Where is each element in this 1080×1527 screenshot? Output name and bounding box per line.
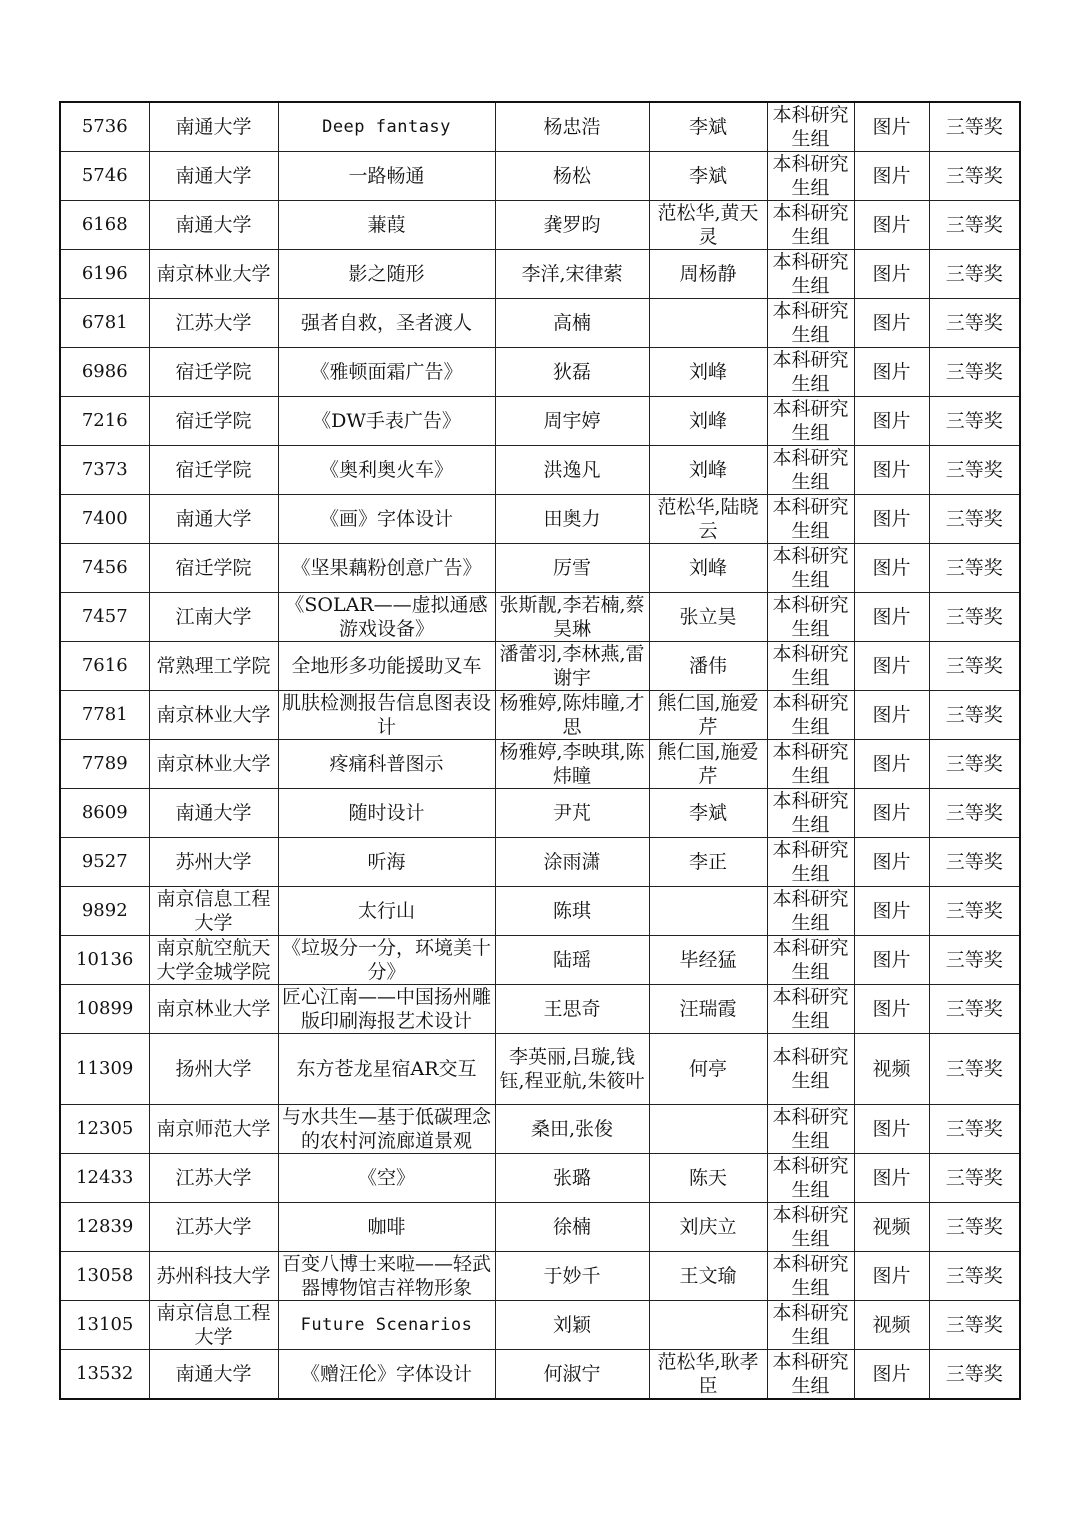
work-type-cell: 图片 <box>854 544 929 593</box>
table-row <box>60 1154 1020 1203</box>
authors-cell: 潘蕾羽,李林燕,雷谢宇 <box>495 642 649 691</box>
work-type-cell: 图片 <box>854 397 929 446</box>
advisor-cell: 李斌 <box>649 152 767 201</box>
advisor-cell: 王文瑜 <box>649 1252 767 1301</box>
work-title-cell: 影之随形 <box>278 250 495 299</box>
advisor-cell: 刘峰 <box>649 446 767 495</box>
school-cell: 南通大学 <box>149 789 278 838</box>
prize-cell: 三等奖 <box>929 838 1020 887</box>
school-cell: 宿迁学院 <box>149 544 278 593</box>
award-id-cell: 10899 <box>60 985 149 1034</box>
prize-cell: 三等奖 <box>929 446 1020 495</box>
group-cell: 本科研究生组 <box>767 740 854 789</box>
table-row <box>60 250 1020 299</box>
table-row <box>60 152 1020 201</box>
authors-cell: 张璐 <box>495 1154 649 1203</box>
prize-cell: 三等奖 <box>929 985 1020 1034</box>
table-row <box>60 691 1020 740</box>
work-title-cell: 《雅顿面霜广告》 <box>278 348 495 397</box>
school-cell: 江苏大学 <box>149 1154 278 1203</box>
group-cell: 本科研究生组 <box>767 250 854 299</box>
work-title-cell: 《垃圾分一分，环境美十分》 <box>278 936 495 985</box>
advisor-cell: 毕经猛 <box>649 936 767 985</box>
prize-cell: 三等奖 <box>929 299 1020 348</box>
advisor-cell: 刘庆立 <box>649 1203 767 1252</box>
prize-cell: 三等奖 <box>929 348 1020 397</box>
prize-cell: 三等奖 <box>929 1034 1020 1105</box>
prize-cell: 三等奖 <box>929 936 1020 985</box>
school-cell: 南通大学 <box>149 201 278 250</box>
group-cell: 本科研究生组 <box>767 887 854 936</box>
advisor-cell: 范松华,耿孝臣 <box>649 1350 767 1400</box>
authors-cell: 王思奇 <box>495 985 649 1034</box>
table-body <box>60 102 1020 1399</box>
work-type-cell: 图片 <box>854 1350 929 1400</box>
award-id-cell: 7616 <box>60 642 149 691</box>
award-id-cell: 7400 <box>60 495 149 544</box>
group-cell: 本科研究生组 <box>767 691 854 740</box>
group-cell: 本科研究生组 <box>767 1301 854 1350</box>
award-id-cell: 7373 <box>60 446 149 495</box>
award-id-cell: 12839 <box>60 1203 149 1252</box>
group-cell: 本科研究生组 <box>767 1154 854 1203</box>
group-cell: 本科研究生组 <box>767 544 854 593</box>
work-title-cell: 强者自救，圣者渡人 <box>278 299 495 348</box>
group-cell: 本科研究生组 <box>767 642 854 691</box>
table-row <box>60 201 1020 250</box>
group-cell: 本科研究生组 <box>767 985 854 1034</box>
school-cell: 南京信息工程大学 <box>149 887 278 936</box>
group-cell: 本科研究生组 <box>767 348 854 397</box>
advisor-cell: 熊仁国,施爱芹 <box>649 740 767 789</box>
prize-cell: 三等奖 <box>929 593 1020 642</box>
school-cell: 南京航空航天大学金城学院 <box>149 936 278 985</box>
award-id-cell: 10136 <box>60 936 149 985</box>
work-type-cell: 图片 <box>854 936 929 985</box>
work-type-cell: 视频 <box>854 1301 929 1350</box>
advisor-cell: 周杨静 <box>649 250 767 299</box>
work-type-cell: 视频 <box>854 1203 929 1252</box>
advisor-cell: 李正 <box>649 838 767 887</box>
table-row <box>60 102 1020 152</box>
prize-cell: 三等奖 <box>929 544 1020 593</box>
award-id-cell: 5746 <box>60 152 149 201</box>
work-type-cell: 图片 <box>854 152 929 201</box>
work-title-cell: 太行山 <box>278 887 495 936</box>
prize-cell: 三等奖 <box>929 740 1020 789</box>
work-title-cell: 《坚果藕粉创意广告》 <box>278 544 495 593</box>
award-id-cell: 13105 <box>60 1301 149 1350</box>
prize-cell: 三等奖 <box>929 1301 1020 1350</box>
work-type-cell: 图片 <box>854 299 929 348</box>
authors-cell: 何淑宁 <box>495 1350 649 1400</box>
authors-cell: 高楠 <box>495 299 649 348</box>
award-id-cell: 13058 <box>60 1252 149 1301</box>
authors-cell: 田奥力 <box>495 495 649 544</box>
prize-cell: 三等奖 <box>929 102 1020 152</box>
school-cell: 南京林业大学 <box>149 691 278 740</box>
work-type-cell: 图片 <box>854 1105 929 1154</box>
authors-cell: 杨松 <box>495 152 649 201</box>
authors-cell: 李英丽,吕璇,钱钰,程亚航,朱筱叶 <box>495 1034 649 1105</box>
school-cell: 南京信息工程大学 <box>149 1301 278 1350</box>
table-row <box>60 348 1020 397</box>
group-cell: 本科研究生组 <box>767 936 854 985</box>
work-title-cell: Deep fantasy <box>278 102 495 152</box>
group-cell: 本科研究生组 <box>767 593 854 642</box>
work-type-cell: 图片 <box>854 789 929 838</box>
group-cell: 本科研究生组 <box>767 446 854 495</box>
work-title-cell: 匠心江南——中国扬州雕版印刷海报艺术设计 <box>278 985 495 1034</box>
advisor-cell: 潘伟 <box>649 642 767 691</box>
work-title-cell: 《赠汪伦》字体设计 <box>278 1350 495 1400</box>
work-type-cell: 图片 <box>854 838 929 887</box>
advisor-cell: 汪瑞霞 <box>649 985 767 1034</box>
prize-cell: 三等奖 <box>929 887 1020 936</box>
table-row <box>60 495 1020 544</box>
work-title-cell: Future Scenarios <box>278 1301 495 1350</box>
table-row <box>60 789 1020 838</box>
authors-cell: 杨雅婷,李映琪,陈炜瞳 <box>495 740 649 789</box>
advisor-cell: 何亭 <box>649 1034 767 1105</box>
work-title-cell: 《DW手表广告》 <box>278 397 495 446</box>
group-cell: 本科研究生组 <box>767 1350 854 1400</box>
school-cell: 常熟理工学院 <box>149 642 278 691</box>
authors-cell: 陈琪 <box>495 887 649 936</box>
advisor-cell: 熊仁国,施爱芹 <box>649 691 767 740</box>
work-type-cell: 图片 <box>854 593 929 642</box>
award-id-cell: 12305 <box>60 1105 149 1154</box>
table-row <box>60 642 1020 691</box>
work-title-cell: 蒹葭 <box>278 201 495 250</box>
authors-cell: 李洋,宋律萦 <box>495 250 649 299</box>
work-title-cell: 肌肤检测报告信息图表设计 <box>278 691 495 740</box>
work-title-cell: 百变八博士来啦——轻武器博物馆吉祥物形象 <box>278 1252 495 1301</box>
authors-cell: 张斯靓,李若楠,蔡昊琳 <box>495 593 649 642</box>
work-type-cell: 图片 <box>854 1252 929 1301</box>
authors-cell: 刘颖 <box>495 1301 649 1350</box>
table-row <box>60 887 1020 936</box>
prize-cell: 三等奖 <box>929 1154 1020 1203</box>
work-type-cell: 图片 <box>854 250 929 299</box>
work-type-cell: 图片 <box>854 740 929 789</box>
group-cell: 本科研究生组 <box>767 838 854 887</box>
group-cell: 本科研究生组 <box>767 495 854 544</box>
table-row <box>60 1350 1020 1400</box>
group-cell: 本科研究生组 <box>767 789 854 838</box>
advisor-cell <box>649 299 767 348</box>
award-id-cell: 6196 <box>60 250 149 299</box>
work-title-cell: 《SOLAR——虚拟通感游戏设备》 <box>278 593 495 642</box>
work-title-cell: 《奥利奥火车》 <box>278 446 495 495</box>
table-row <box>60 1252 1020 1301</box>
authors-cell: 洪逸凡 <box>495 446 649 495</box>
advisor-cell <box>649 1301 767 1350</box>
school-cell: 江南大学 <box>149 593 278 642</box>
award-id-cell: 7457 <box>60 593 149 642</box>
prize-cell: 三等奖 <box>929 1105 1020 1154</box>
table-row <box>60 446 1020 495</box>
authors-cell: 杨忠浩 <box>495 102 649 152</box>
prize-cell: 三等奖 <box>929 691 1020 740</box>
award-id-cell: 7216 <box>60 397 149 446</box>
school-cell: 南京林业大学 <box>149 740 278 789</box>
work-type-cell: 图片 <box>854 985 929 1034</box>
prize-cell: 三等奖 <box>929 642 1020 691</box>
table-row <box>60 1105 1020 1154</box>
table-row <box>60 838 1020 887</box>
authors-cell: 杨雅婷,陈炜瞳,才思 <box>495 691 649 740</box>
table-row <box>60 985 1020 1034</box>
advisor-cell <box>649 887 767 936</box>
table-row <box>60 299 1020 348</box>
work-type-cell: 图片 <box>854 1154 929 1203</box>
advisor-cell <box>649 1105 767 1154</box>
work-title-cell: 《画》字体设计 <box>278 495 495 544</box>
authors-cell: 尹芃 <box>495 789 649 838</box>
table-row <box>60 593 1020 642</box>
group-cell: 本科研究生组 <box>767 1034 854 1105</box>
school-cell: 江苏大学 <box>149 1203 278 1252</box>
authors-cell: 周宇婷 <box>495 397 649 446</box>
award-id-cell: 11309 <box>60 1034 149 1105</box>
school-cell: 南通大学 <box>149 152 278 201</box>
group-cell: 本科研究生组 <box>767 397 854 446</box>
prize-cell: 三等奖 <box>929 1203 1020 1252</box>
school-cell: 南通大学 <box>149 495 278 544</box>
award-id-cell: 7456 <box>60 544 149 593</box>
work-title-cell: 随时设计 <box>278 789 495 838</box>
table-row <box>60 936 1020 985</box>
table-row <box>60 740 1020 789</box>
school-cell: 南京师范大学 <box>149 1105 278 1154</box>
work-type-cell: 图片 <box>854 201 929 250</box>
prize-cell: 三等奖 <box>929 789 1020 838</box>
work-type-cell: 图片 <box>854 495 929 544</box>
group-cell: 本科研究生组 <box>767 102 854 152</box>
group-cell: 本科研究生组 <box>767 1105 854 1154</box>
school-cell: 南通大学 <box>149 1350 278 1400</box>
award-id-cell: 6986 <box>60 348 149 397</box>
authors-cell: 徐楠 <box>495 1203 649 1252</box>
group-cell: 本科研究生组 <box>767 152 854 201</box>
prize-cell: 三等奖 <box>929 1350 1020 1400</box>
award-id-cell: 6168 <box>60 201 149 250</box>
advisor-cell: 张立昊 <box>649 593 767 642</box>
award-id-cell: 13532 <box>60 1350 149 1400</box>
group-cell: 本科研究生组 <box>767 299 854 348</box>
authors-cell: 于妙千 <box>495 1252 649 1301</box>
authors-cell: 狄磊 <box>495 348 649 397</box>
authors-cell: 涂雨潇 <box>495 838 649 887</box>
advisor-cell: 范松华,黄天灵 <box>649 201 767 250</box>
group-cell: 本科研究生组 <box>767 1252 854 1301</box>
work-title-cell: 全地形多功能援助叉车 <box>278 642 495 691</box>
work-type-cell: 图片 <box>854 446 929 495</box>
work-title-cell: 东方苍龙星宿AR交互 <box>278 1034 495 1105</box>
advisor-cell: 范松华,陆晓云 <box>649 495 767 544</box>
work-type-cell: 图片 <box>854 642 929 691</box>
prize-cell: 三等奖 <box>929 201 1020 250</box>
awards-table <box>59 101 1021 1400</box>
work-type-cell: 图片 <box>854 348 929 397</box>
group-cell: 本科研究生组 <box>767 201 854 250</box>
prize-cell: 三等奖 <box>929 495 1020 544</box>
award-id-cell: 9527 <box>60 838 149 887</box>
school-cell: 宿迁学院 <box>149 348 278 397</box>
award-id-cell: 8609 <box>60 789 149 838</box>
school-cell: 苏州科技大学 <box>149 1252 278 1301</box>
work-title-cell: 与水共生—基于低碳理念的农村河流廊道景观 <box>278 1105 495 1154</box>
award-id-cell: 7789 <box>60 740 149 789</box>
school-cell: 扬州大学 <box>149 1034 278 1105</box>
table-row <box>60 1301 1020 1350</box>
work-type-cell: 图片 <box>854 887 929 936</box>
advisor-cell: 刘峰 <box>649 544 767 593</box>
school-cell: 江苏大学 <box>149 299 278 348</box>
award-id-cell: 12433 <box>60 1154 149 1203</box>
work-type-cell: 视频 <box>854 1034 929 1105</box>
work-title-cell: 《空》 <box>278 1154 495 1203</box>
prize-cell: 三等奖 <box>929 1252 1020 1301</box>
school-cell: 南京林业大学 <box>149 250 278 299</box>
school-cell: 南京林业大学 <box>149 985 278 1034</box>
prize-cell: 三等奖 <box>929 397 1020 446</box>
school-cell: 宿迁学院 <box>149 397 278 446</box>
authors-cell: 陆瑶 <box>495 936 649 985</box>
work-title-cell: 听海 <box>278 838 495 887</box>
award-id-cell: 9892 <box>60 887 149 936</box>
school-cell: 宿迁学院 <box>149 446 278 495</box>
work-title-cell: 一路畅通 <box>278 152 495 201</box>
advisor-cell: 陈天 <box>649 1154 767 1203</box>
advisor-cell: 刘峰 <box>649 397 767 446</box>
school-cell: 苏州大学 <box>149 838 278 887</box>
award-id-cell: 7781 <box>60 691 149 740</box>
table-row <box>60 544 1020 593</box>
authors-cell: 桑田,张俊 <box>495 1105 649 1154</box>
advisor-cell: 李斌 <box>649 789 767 838</box>
table-row <box>60 1203 1020 1252</box>
prize-cell: 三等奖 <box>929 152 1020 201</box>
table-row <box>60 1034 1020 1105</box>
table-row <box>60 397 1020 446</box>
advisor-cell: 李斌 <box>649 102 767 152</box>
work-title-cell: 疼痛科普图示 <box>278 740 495 789</box>
group-cell: 本科研究生组 <box>767 1203 854 1252</box>
work-type-cell: 图片 <box>854 691 929 740</box>
authors-cell: 龚罗昀 <box>495 201 649 250</box>
prize-cell: 三等奖 <box>929 250 1020 299</box>
award-id-cell: 6781 <box>60 299 149 348</box>
work-title-cell: 咖啡 <box>278 1203 495 1252</box>
advisor-cell: 刘峰 <box>649 348 767 397</box>
work-type-cell: 图片 <box>854 102 929 152</box>
school-cell: 南通大学 <box>149 102 278 152</box>
award-id-cell: 5736 <box>60 102 149 152</box>
authors-cell: 厉雪 <box>495 544 649 593</box>
